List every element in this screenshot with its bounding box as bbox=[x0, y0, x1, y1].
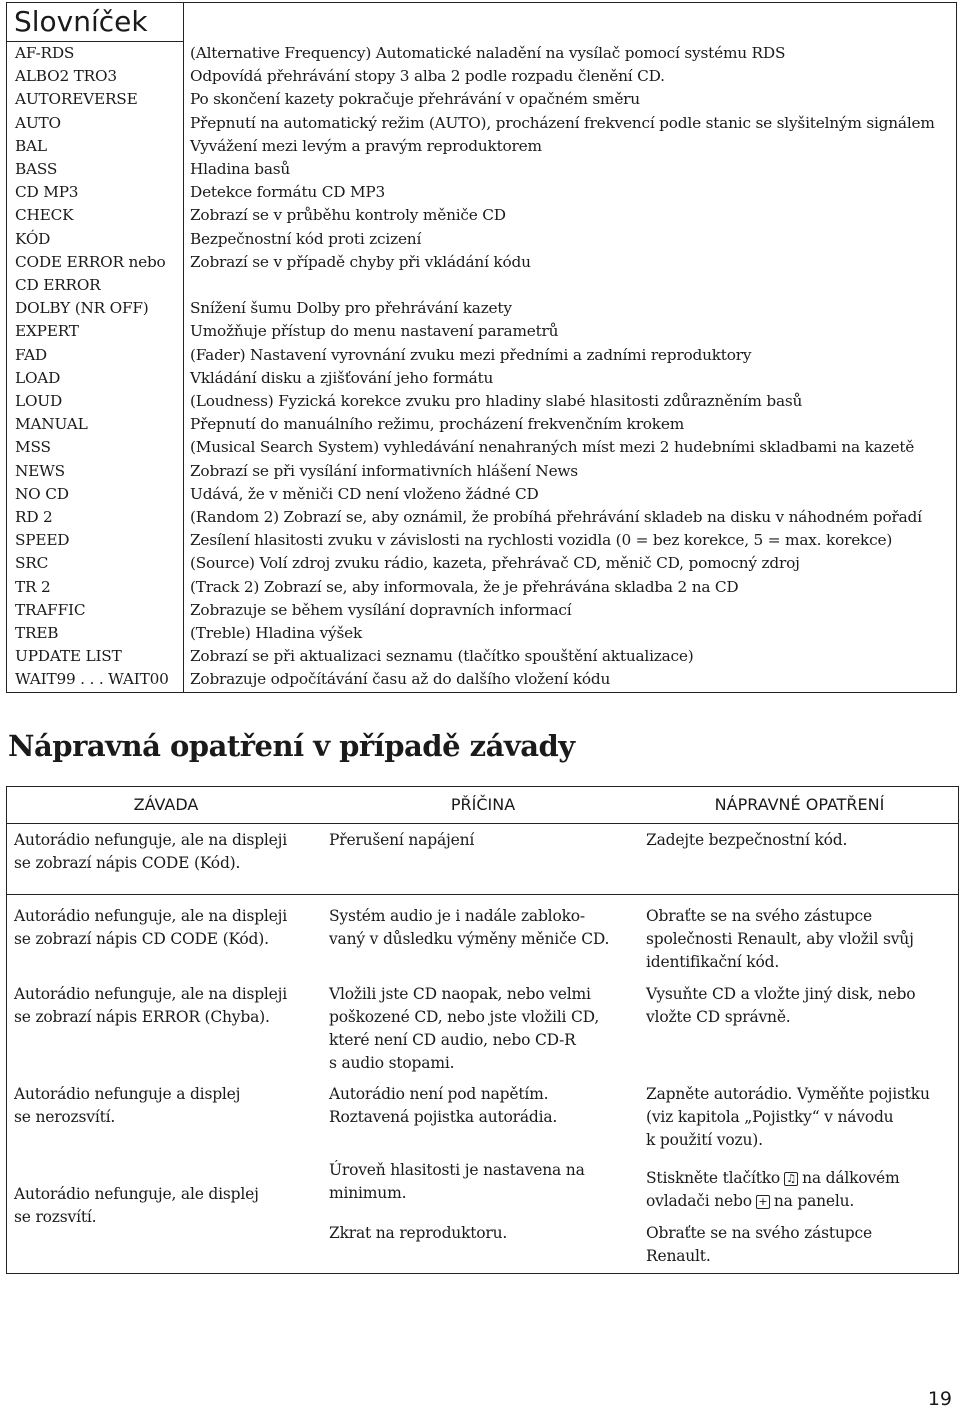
glossary-row bbox=[7, 413, 957, 436]
cause-5 bbox=[329, 1159, 585, 1205]
remedy-2-line-1: Obraťte se na svého zástupce bbox=[646, 907, 872, 925]
fault-2 bbox=[14, 905, 287, 951]
glossary-row bbox=[7, 251, 957, 274]
glossary-definition: Vkládání disku a zjišťování jeho formátu bbox=[190, 368, 494, 387]
fault-3 bbox=[14, 983, 287, 1029]
glossary-definition: Bezpečnostní kód proti zcizení bbox=[190, 229, 422, 248]
glossary-definition: Udává, že v měniči CD není vloženo žádné CD bbox=[190, 484, 539, 503]
remedy-5-text-a: Stiskněte tlačítko bbox=[646, 1169, 781, 1187]
glossary-row bbox=[7, 228, 957, 251]
remedy-6-line-1: Obraťte se na svého zástupce bbox=[646, 1224, 872, 1242]
remedy-5-line-2 bbox=[646, 1190, 900, 1213]
glossary-row bbox=[7, 390, 957, 413]
fault-5-line-1: Autorádio nefunguje, ale displej bbox=[14, 1185, 259, 1203]
remedy-6 bbox=[646, 1222, 872, 1268]
glossary-row bbox=[7, 274, 957, 297]
remedy-2 bbox=[646, 905, 914, 974]
fault-3-line-1: Autorádio nefunguje, ale na displeji bbox=[14, 985, 288, 1003]
header-cause: PŘÍČINA bbox=[450, 795, 516, 814]
row-divider bbox=[7, 894, 958, 895]
cause-2-line-2: vaný v důsledku výměny měniče CD. bbox=[329, 930, 610, 948]
fault-4-line-1: Autorádio nefunguje a displej bbox=[14, 1085, 241, 1103]
glossary-row bbox=[7, 460, 957, 483]
cause-3-line-2: poškozené CD, nebo jste vložili CD, bbox=[329, 1008, 600, 1026]
remedy-1 bbox=[646, 829, 847, 852]
glossary-definition: Přepnutí do manuálního režimu, procházení frekvenčním krokem bbox=[190, 415, 685, 434]
cause-4-line-1: Autorádio není pod napětím. bbox=[329, 1085, 549, 1103]
glossary-row bbox=[7, 297, 957, 320]
volume-plus-icon: ♫ bbox=[784, 1172, 798, 1186]
glossary-definition: (Track 2) Zobrazí se, aby informovala, že je přehrávána skladba 2 na CD bbox=[190, 577, 739, 596]
glossary-definition: Snížení šumu Dolby pro přehrávání kazety bbox=[190, 299, 512, 318]
cause-1-line-1: Přerušení napájení bbox=[329, 831, 475, 849]
header-remedy: NÁPRAVNÉ OPATŘENÍ bbox=[714, 795, 885, 814]
glossary-row bbox=[7, 622, 957, 645]
glossary-definition: (Musical Search System) vyhledávání nenahraných míst mezi 2 hudebními skladbami na kazetě bbox=[190, 438, 915, 457]
glossary-term: ALBO2 TRO3 bbox=[7, 65, 184, 88]
glossary-term: MANUAL bbox=[7, 413, 184, 436]
glossary-definition: (Source) Volí zdroj zvuku rádio, kazeta, přehrávač CD, měnič CD, pomocný zdroj bbox=[190, 554, 800, 573]
glossary-term: BASS bbox=[7, 158, 184, 181]
glossary-definition: Zobrazí se v případě chyby při vkládání kódu bbox=[190, 252, 531, 271]
glossary-term: RD 2 bbox=[7, 506, 184, 529]
cause-4-line-2: Roztavená pojistka autorádia. bbox=[329, 1108, 558, 1126]
remedy-4-line-2: (viz kapitola „Pojistky“ v návodu bbox=[646, 1108, 894, 1126]
fault-5-line-2: se rozsvítí. bbox=[14, 1208, 97, 1226]
cause-4 bbox=[329, 1083, 557, 1129]
glossary-definition: (Random 2) Zobrazí se, aby oznámil, že probíhá přehrávání skladeb na disku v náhodném pořadí bbox=[190, 508, 922, 527]
glossary-definition: Přepnutí na automatický režim (AUTO), procházení frekvencí podle stanic se slyšitelným signálem bbox=[190, 113, 935, 132]
glossary-definition: Zobrazuje odpočítávání času až do dalšího vložení kódu bbox=[190, 670, 611, 689]
glossary-row bbox=[7, 668, 957, 692]
glossary-term: TRAFFIC bbox=[7, 599, 184, 622]
remedy-3 bbox=[646, 983, 915, 1029]
glossary-row bbox=[7, 112, 957, 135]
remedy-3-line-1: Vysuňte CD a vložte jiný disk, nebo bbox=[646, 985, 916, 1003]
cause-6-line-1: Zkrat na reproduktoru. bbox=[329, 1224, 508, 1242]
remedy-4-line-1: Zapněte autorádio. Vyměňte pojistku bbox=[646, 1085, 930, 1103]
glossary-row bbox=[7, 181, 957, 204]
glossary-term: FAD bbox=[7, 344, 184, 367]
glossary-term: CHECK bbox=[7, 204, 184, 227]
remedy-1-line-1: Zadejte bezpečnostní kód. bbox=[646, 831, 848, 849]
fault-3-line-2: se zobrazí nápis ERROR (Chyba). bbox=[14, 1008, 270, 1026]
glossary-row bbox=[7, 204, 957, 227]
glossary-term: EXPERT bbox=[7, 320, 184, 343]
remedy-4 bbox=[646, 1083, 930, 1152]
glossary-definition: (Treble) Hladina výšek bbox=[190, 624, 363, 643]
glossary-term: WAIT99 . . . WAIT00 bbox=[7, 668, 184, 692]
glossary-definition: Hladina basů bbox=[190, 160, 291, 179]
cause-3 bbox=[329, 983, 599, 1075]
glossary-term: NEWS bbox=[7, 460, 184, 483]
plus-icon: + bbox=[756, 1195, 770, 1209]
glossary-term: BAL bbox=[7, 135, 184, 158]
fault-2-line-2: se zobrazí nápis CD CODE (Kód). bbox=[14, 930, 269, 948]
glossary-row bbox=[7, 42, 957, 66]
glossary-term: CODE ERROR nebo bbox=[7, 251, 184, 274]
remedy-3-line-2: vložte CD správně. bbox=[646, 1008, 791, 1026]
glossary-term: LOUD bbox=[7, 390, 184, 413]
fault-1-line-1: Autorádio nefunguje, ale na displeji bbox=[14, 831, 288, 849]
remedy-2-line-3: identifikační kód. bbox=[646, 953, 780, 971]
glossary-term: CD MP3 bbox=[7, 181, 184, 204]
troubleshooting-title: Nápravná opatření v případě závady bbox=[8, 729, 575, 763]
glossary-row bbox=[7, 367, 957, 390]
glossary-definition: Detekce formátu CD MP3 bbox=[190, 183, 386, 202]
troubleshooting-table bbox=[6, 786, 959, 1274]
remedy-5-text-c: ovladači nebo bbox=[646, 1192, 752, 1210]
glossary-term: KÓD bbox=[7, 228, 184, 251]
remedy-2-line-2: společnosti Renault, aby vložil svůj bbox=[646, 930, 914, 948]
cause-3-line-3: které není CD audio, nebo CD-R bbox=[329, 1031, 576, 1049]
cause-1 bbox=[329, 829, 474, 852]
glossary-term: SPEED bbox=[7, 529, 184, 552]
fault-1-line-2: se zobrazí nápis CODE (Kód). bbox=[14, 854, 241, 872]
page-number: 19 bbox=[927, 1388, 952, 1410]
glossary-term: AF-RDS bbox=[7, 42, 184, 66]
glossary-title: Slovníček bbox=[7, 3, 184, 42]
fault-5 bbox=[14, 1183, 259, 1229]
glossary-definition: Odpovídá přehrávání stopy 3 alba 2 podle rozpadu členění CD. bbox=[190, 67, 665, 86]
glossary-row bbox=[7, 506, 957, 529]
cause-2 bbox=[329, 905, 609, 951]
glossary-definition: Zesílení hlasitosti zvuku v závislosti na rychlosti vozidla (0 = bez korekce, 5 = max. korekce) bbox=[190, 531, 893, 550]
glossary-row bbox=[7, 158, 957, 181]
cause-2-line-1: Systém audio je i nadále zabloko- bbox=[329, 907, 585, 925]
cause-3-line-1: Vložili jste CD naopak, nebo velmi bbox=[329, 985, 591, 1003]
glossary-term: DOLBY (NR OFF) bbox=[7, 297, 184, 320]
header-fault: ZÁVADA bbox=[133, 795, 199, 814]
glossary-row bbox=[7, 483, 957, 506]
glossary-definition: Umožňuje přístup do menu nastavení parametrů bbox=[190, 322, 559, 341]
glossary-row bbox=[7, 576, 957, 599]
remedy-5-text-b: na dálkovém bbox=[802, 1169, 900, 1187]
glossary-definition: Vyvážení mezi levým a pravým reproduktorem bbox=[190, 136, 542, 155]
glossary-term: CD ERROR bbox=[7, 274, 184, 297]
fault-2-line-1: Autorádio nefunguje, ale na displeji bbox=[14, 907, 288, 925]
remedy-5 bbox=[646, 1167, 900, 1213]
cause-5-line-1: Úroveň hlasitosti je nastavena na bbox=[329, 1161, 585, 1179]
glossary-definition: Zobrazí se při aktualizaci seznamu (tlačítko spouštění aktualizace) bbox=[190, 647, 694, 666]
fault-4 bbox=[14, 1083, 240, 1129]
glossary-definition bbox=[184, 274, 957, 297]
troubleshooting-header-row bbox=[7, 787, 958, 824]
glossary-term: LOAD bbox=[7, 367, 184, 390]
glossary-definition: Zobrazuje se během vysílání dopravních informací bbox=[190, 600, 572, 619]
glossary-definition: Zobrazí se při vysílání informativních hlášení News bbox=[190, 461, 578, 480]
glossary-row bbox=[7, 645, 957, 668]
cause-3-line-4: s audio stopami. bbox=[329, 1054, 455, 1072]
glossary-row bbox=[7, 65, 957, 88]
glossary-row bbox=[7, 88, 957, 111]
remedy-6-line-2: Renault. bbox=[646, 1247, 711, 1265]
glossary-row bbox=[7, 552, 957, 575]
cause-5-line-2: minimum. bbox=[329, 1184, 407, 1202]
glossary-row bbox=[7, 135, 957, 158]
glossary-definition: (Fader) Nastavení vyrovnání zvuku mezi předními a zadními reproduktory bbox=[190, 345, 752, 364]
glossary-term: SRC bbox=[7, 552, 184, 575]
glossary-term: TREB bbox=[7, 622, 184, 645]
glossary-row bbox=[7, 529, 957, 552]
glossary-definition: (Alternative Frequency) Automatické naladění na vysílač pomocí systému RDS bbox=[190, 43, 786, 62]
glossary-definition: Zobrazí se v průběhu kontroly měniče CD bbox=[190, 206, 506, 225]
fault-1 bbox=[14, 829, 287, 875]
fault-4-line-2: se nerozsvítí. bbox=[14, 1108, 116, 1126]
glossary-row bbox=[7, 436, 957, 459]
glossary-row bbox=[7, 599, 957, 622]
glossary-term: UPDATE LIST bbox=[7, 645, 184, 668]
glossary-term: MSS bbox=[7, 436, 184, 459]
glossary-term: TR 2 bbox=[7, 576, 184, 599]
remedy-5-text-d: na panelu. bbox=[773, 1192, 855, 1210]
remedy-4-line-3: k použití vozu). bbox=[646, 1131, 763, 1149]
glossary-term: AUTO bbox=[7, 112, 184, 135]
cause-6 bbox=[329, 1222, 507, 1245]
glossary-title-spacer bbox=[184, 3, 957, 42]
glossary-row bbox=[7, 320, 957, 343]
glossary-body bbox=[7, 3, 957, 693]
remedy-5-line-1 bbox=[646, 1167, 900, 1190]
glossary-table bbox=[6, 2, 957, 693]
glossary-definition: (Loudness) Fyzická korekce zvuku pro hladiny slabé hlasitosti zdůrazněním basů bbox=[190, 392, 803, 411]
glossary-row bbox=[7, 344, 957, 367]
glossary-term: AUTOREVERSE bbox=[7, 88, 184, 111]
glossary-title-row bbox=[7, 3, 957, 42]
glossary-definition: Po skončení kazety pokračuje přehrávání v opačném směru bbox=[190, 90, 640, 109]
glossary-term: NO CD bbox=[7, 483, 184, 506]
